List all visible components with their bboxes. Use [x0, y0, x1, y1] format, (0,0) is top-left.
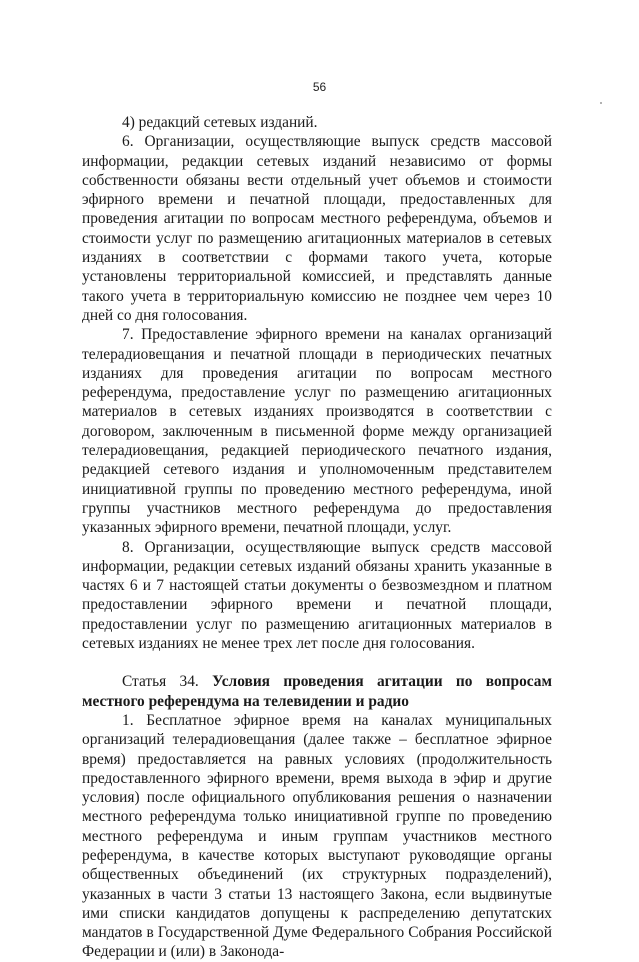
article-title: Условия проведения агитации по вопросам местного референдума на телевидении и радио	[82, 673, 552, 710]
list-item-paragraph: 4) редакций сетевых изданий.	[122, 114, 318, 131]
paragraph-article-34-part-1: 1. Бесплатное эфирное время на каналах муниципальных организаций телерадиовещания (далее также – бесплатное эфирное время) предоставляется на равных условиях (продолжительность предоставленного эфирного времени, время выхода в эфир и другие условия) после официального опубликования решения о назначении местного референдума только инициативной группе по проведению местного референдума и иным группам участников местного референдума, в качестве которых выступают руководящие органы общественных объединений (их структурных подразделений), указанных в части 3 статьи 13 настоящего Закона, если выдвинутые ими списки кандидатов допущены к распределению депутатских мандатов в Государственной Думе Федерального Собрания Российской Федерации и (или) в Законода-	[82, 711, 552, 961]
page-number: 56	[312, 80, 327, 94]
section-gap	[82, 653, 552, 672]
article-heading	[82, 672, 552, 711]
document-body	[82, 113, 552, 962]
scan-speck	[600, 102, 602, 104]
paragraph-part-8: 8. Организации, осуществляющие выпуск средств массовой информации, редакции сетевых изданий обязаны хранить указанные в частях 6 и 7 настоящей статьи документы о безвозмездном и платном предоставлении эфирного времени и печатной площади, предоставлении услуг по размещению агитационных материалов в сетевых изданиях не менее трех лет после дня голосования.	[82, 538, 552, 653]
paragraph-part-7: 7. Предоставление эфирного времени на каналах организаций телерадиовещания и печатной площади в периодических печатных изданиях для проведения агитации по вопросам местного референдума, предоставление услуг по размещению агитационных материалов в сетевых изданиях производятся в соответствии с договором, заключенным в письменной форме между организацией телерадиовещания, редакцией периодического печатного издания, редакцией сетевого издания и уполномоченным представителем инициативной группы по проведению местного референдума, иной группы участников местного референдума до предоставления указанных эфирного времени, печатной площади, услуг.	[82, 326, 552, 537]
article-label: Статья 34.	[122, 673, 199, 691]
paragraph-part-6: 6. Организации, осуществляющие выпуск средств массовой информации, редакции сетевых изданий независимо от формы собственности обязаны вести отдельный учет объемов и стоимости эфирного времени и печатной площади, предоставленных для проведения агитации по вопросам местного референдума, объемов и стоимости услуг по размещению агитационных материалов в сетевых изданиях в соответствии с формами такого учета, которые установлены территориальной комиссией, и представлять данные такого учета в территориальную комиссию не позднее чем через 10 дней со дня голосования.	[82, 133, 552, 324]
